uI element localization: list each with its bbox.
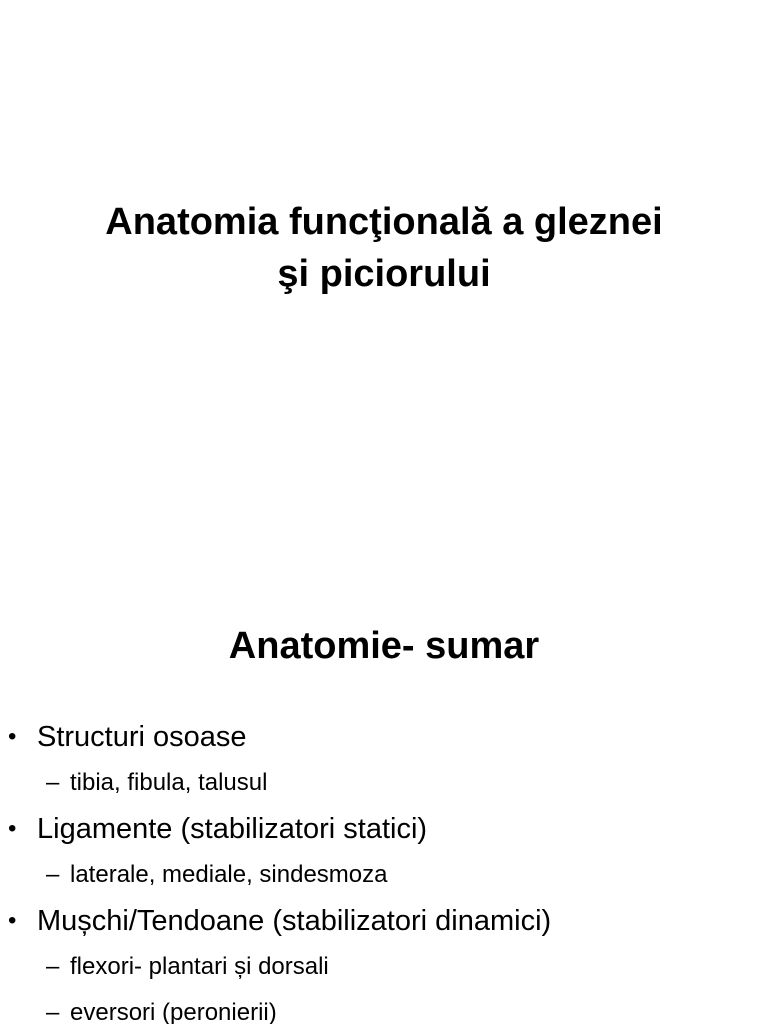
- sub-bullet-marker: –: [46, 953, 60, 980]
- bullet-marker: •: [8, 723, 17, 750]
- bullet-text: Ligamente (stabilizatori statici): [37, 813, 428, 845]
- bullet-ligamente: [0, 806, 768, 852]
- bullet-marker: •: [8, 907, 17, 934]
- sub-bullet-text: laterale, mediale, sindesmoza: [70, 861, 388, 888]
- title-line-2: şi piciorului: [277, 253, 491, 295]
- slide-title: Anatomie- sumar: [228, 625, 540, 667]
- sub-bullet-marker: –: [46, 769, 60, 796]
- sub-bullet-text: flexori- plantari și dorsali: [70, 953, 329, 980]
- bullet-list: [0, 714, 768, 1024]
- bullet-text: Mușchi/Tendoane (stabilizatori dinamici): [37, 905, 552, 937]
- bullet-text: Structuri osoase: [37, 721, 247, 753]
- bullet-marker: •: [8, 815, 17, 842]
- sub-bullet-text: eversori (peronierii): [70, 999, 277, 1024]
- bullet-structuri-osoase: [0, 714, 768, 760]
- title-line-1: Anatomia funcţională a gleznei: [105, 201, 663, 243]
- sub-bullet-marker: –: [46, 861, 60, 888]
- bullet-muschi-tendoane: [0, 898, 768, 944]
- sub-bullet-marker: –: [46, 999, 60, 1024]
- slide-title: [40, 196, 728, 300]
- sub-bullet-flexors: [0, 944, 768, 990]
- sub-bullet-evertors: [0, 990, 768, 1024]
- sub-bullet-ligaments: [0, 852, 768, 898]
- summary-slide: [0, 576, 768, 1024]
- sub-bullet-text: tibia, fibula, talusul: [70, 769, 268, 796]
- sub-bullet-bones: [0, 760, 768, 806]
